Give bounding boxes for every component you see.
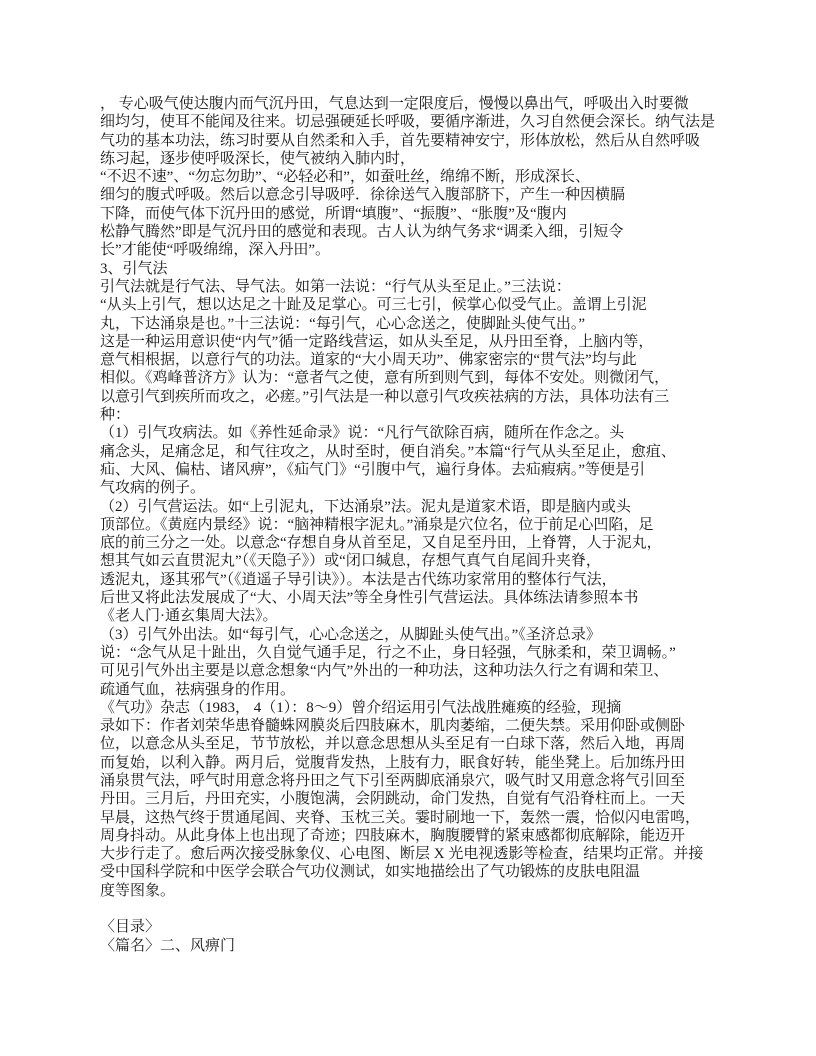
text-line: （2）引气营运法。如“上引泥丸，下达涌泉”法。泥丸是道家术语，即是脑内或头 bbox=[100, 498, 631, 515]
document-text bbox=[100, 95, 760, 955]
text-line: 细均匀，使耳不能闻及往来。切忌强硬延长呼吸，要循序渐进，久习自然便会深长。纳气法是 bbox=[100, 114, 716, 131]
text-line: ， 专心吸气使达腹内而气沉丹田，气息达到一定限度后，慢慢以鼻出气，呼吸出入时要微 bbox=[100, 96, 689, 112]
text-line: 度等图象。 bbox=[100, 882, 176, 899]
text-line: 涌泉贯气法，呼气时用意念将丹田之气下引至两脚底涌泉穴，吸气时又用意念将气引回至 bbox=[100, 772, 686, 789]
blank-line bbox=[100, 900, 760, 918]
text-line: 意气相根据，以意行气的功法。道家的“大小周天功”、佛家密宗的“贯气法”均与此 bbox=[100, 352, 637, 369]
text-line: 可见引气外出主要是以意念想象“内气”外出的一种功法，这种功法久行之有调和荣卫、 bbox=[100, 663, 669, 680]
text-line: “不迟不速”、“勿忘勿助”、“必轻必和”，如蚕吐丝，绵绵不断，形成深长、 bbox=[100, 169, 590, 186]
text-line: 长”才能使“呼吸绵绵，深入丹田”。 bbox=[100, 242, 330, 259]
text-line: 气攻病的例子。 bbox=[100, 480, 206, 497]
text-line: 想其气如云直贯泥丸”（《天隐子》）或“闭口缄息，存想气真气自尾闾升夹脊， bbox=[100, 553, 601, 570]
text-line: 位，以意念从头至足，节节放松，并以意念思想从头至足有一白球下落，然后入地，再周 bbox=[100, 736, 686, 753]
text-line: 顶部位。《黄庭内景经》说：“脑神精根字泥丸。”涌泉是穴位名，位于前足心凹陷，足 bbox=[100, 516, 654, 533]
text-line: 相似。《鸡峰普济方》认为：“意者气之使，意有所到则气到，每体不安处。则微闭气， bbox=[100, 370, 670, 387]
text-line: 气功的基本功法，练习时要从自然柔和入手，首先要精神安宁，形体放松，然后从自然呼吸 bbox=[100, 132, 701, 149]
text-line: 透泥丸，逐其邪气”（《逍遥子导引诀》）。本法是古代练功家常用的整体行气法， bbox=[100, 571, 617, 588]
text-line: 以意引气到疾所而攻之，必瘥。”引气法是一种以意引气攻疾祛病的方法，具体功法有三 bbox=[100, 388, 670, 405]
text-line: 而复始，以利入静。两月后，觉腹背发热，上肢有力，眠食好转，能坐凳上。后加练丹田 bbox=[100, 754, 686, 771]
text-line: 大步行走了。愈后两次接受脉象仪、心电图、断层 X 光电视透影等检查，结果均正常。并接 bbox=[100, 846, 704, 863]
text-line: 3、引气法 bbox=[100, 260, 168, 277]
text-line: 练习起，逐步使呼吸深长，使气被纳入肺内时， bbox=[100, 150, 416, 167]
text-line: 痛念头，足痛念足，和气往攻之，从时至时，便自消矣。”本篇“行气从头至足止，愈疽、 bbox=[100, 443, 676, 460]
text-line: 后世又将此法发展成了“大、小周天法”等全身性引气营运法。具体练法请参照本书 bbox=[100, 590, 639, 607]
text-line: 早晨，这热气终于贯通尾闾、夹脊、玉枕三关。霎时刷地一下，轰然一震，恰似闪电雷鸣， bbox=[100, 809, 701, 826]
text-line: 疏通气血，祛病强身的作用。 bbox=[100, 681, 296, 698]
text-line: 《气功》杂志（1983， 4（1）：8～9）曾介绍运用引气法战胜瘫痪的经验，现摘 bbox=[100, 699, 622, 716]
text-line: 引气法就是行气法、导气法。如第一法说：“行气从头至足止。”三法说： bbox=[100, 278, 571, 295]
text-line: 受中国科学院和中医学会联合气功仪测试，如实地描绘出了气功锻炼的皮肤电阻温 bbox=[100, 864, 641, 881]
text-line: 〈篇名〉二、风痹门 bbox=[100, 937, 236, 954]
text-line: （1）引气攻病法。如《养性延命录》说：“凡行气欲除百病，随所在作念之。头 bbox=[100, 425, 625, 442]
text-line: 周身抖动。从此身体上也出现了奇迹；四肢麻木，胸腹腰臂的紧束感都彻底解除，能迈开 bbox=[100, 827, 686, 844]
text-line: 细匀的腹式呼吸。然后以意念引导吸呼．徐徐送气入腹部脐下，产生一种因横膈 bbox=[100, 187, 626, 204]
text-line: 种： bbox=[100, 407, 131, 424]
text-line: 这是一种运用意识使“内气”循一定路线营运，如从头至足，从丹田至脊，上脑内等， bbox=[100, 333, 654, 350]
text-line: 丸，下达涌泉是也。”十三法说：“每引气，心心念送之，使脚趾头使气出。” bbox=[100, 315, 585, 332]
text-line: 《老人门·通玄集周大法》。 bbox=[100, 608, 278, 625]
text-line: 下降，而使气体下沉丹田的感觉，所谓“填腹”、“振腹”、“胀腹”及“腹内 bbox=[100, 205, 567, 222]
text-line: 〈目录〉 bbox=[100, 919, 161, 936]
text-line: 底的前三分之一处。以意念“存想自身从首至足，又自足至丹田，上脊膂，人于泥丸， bbox=[100, 535, 662, 552]
text-line: 录如下：作者刘荣华患脊髓蛛网膜炎后四肢麻木，肌肉萎缩，二便失禁。采用仰卧或侧卧 bbox=[100, 718, 686, 735]
text-line: “从头上引气，想以达足之十趾及足掌心。可三七引，候掌心似受气止。盖谓上引泥 bbox=[100, 297, 647, 314]
text-line: 说：“念气从足十趾出，久自觉气通手足，行之不止，身日轻强，气脉柔和，荣卫调畅。” bbox=[100, 644, 676, 661]
text-line: （3）引气外出法。如“每引气，心心念送之，从脚趾头使气出。”《圣济总录》 bbox=[100, 626, 601, 643]
text-line: 丹田。三月后，丹田充实，小腹饱满，会阴跳动，命门发热，自觉有气沿脊柱而上。一天 bbox=[100, 791, 686, 808]
text-line: 疝、大风、偏枯、诸风痹”，《疝气门》“引腹中气，遍行身体。去疝瘕病。”等便是引 bbox=[100, 461, 645, 478]
text-line: 松静气腾然”即是气沉丹田的感觉和表现。古人认为纳气务求“调柔入细，引短令 bbox=[100, 224, 624, 241]
